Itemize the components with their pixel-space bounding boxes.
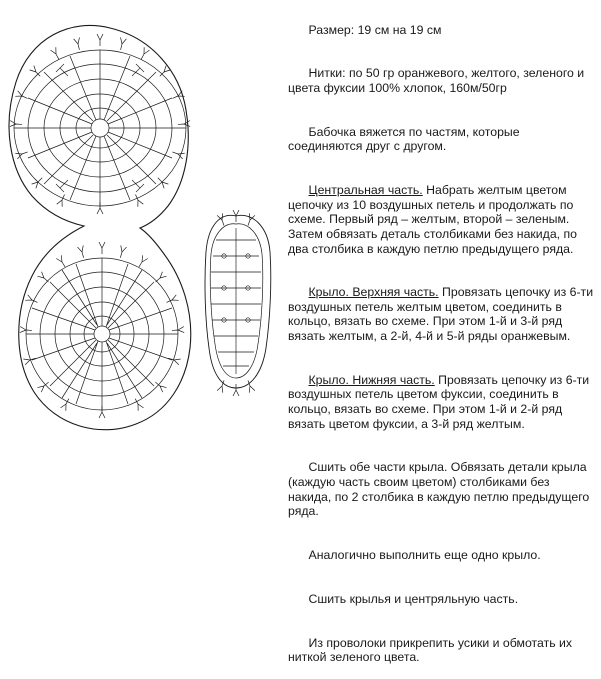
instruction-heading: Центральная часть. <box>308 183 423 198</box>
instruction-assembly <box>288 577 594 621</box>
body-center-stitches <box>211 210 261 396</box>
instruction-text: Провязать цепочку из 6-ти воздушных петель цветом фуксии, соединить в кольцо, вязать во схеме. При этом 1-й и 2-й ряд вязать цветом фуксии, а 3-й ряд желтым. <box>288 372 593 431</box>
instruction-central <box>288 169 594 271</box>
instruction-text: Из проволоки прикрепить усики и обмотать их ниткой зеленого цвета. <box>288 635 576 665</box>
instruction-text: Провязать цепочку из 6-ти воздушных петель желтым цветом, соединить в кольцо, вязать во схеме. При этом 1-й и 3-й ряд вязать желтым, а 2-й, 4-й и 5-й ряды оранжевым. <box>288 285 597 344</box>
instruction-intro <box>288 110 594 168</box>
instruction-wing-bottom <box>288 358 594 446</box>
instructions-panel <box>288 8 597 665</box>
instruction-text: Сшить крылья и центряльную часть. <box>308 591 519 606</box>
instruction-heading: Крыло. Нижняя часть. <box>308 372 435 387</box>
instruction-wing-top <box>288 271 597 359</box>
instruction-text: Бабочка вяжется по частям, которые соединяются друг с другом. <box>288 124 524 154</box>
instruction-heading: Крыло. Верхняя часть. <box>308 285 439 300</box>
instruction-yarn <box>288 52 594 110</box>
instruction-text: Аналогично выполнить еще одно крыло. <box>308 547 541 562</box>
instruction-second-wing <box>288 533 594 577</box>
instruction-join-wings <box>288 446 594 534</box>
crochet-chart-svg <box>0 0 290 452</box>
instruction-antennae <box>288 621 594 679</box>
instruction-text: Нитки: по 50 гр оранжевого, желтого, зеленого и цвета фуксии 100% хлопок, 160м/50гр <box>288 66 588 95</box>
body-center-chart <box>205 215 271 388</box>
instruction-text: Набрать желтым цветом цепочку из 10 воздушных петель и продолжать по схеме. Первый ряд – желтым, второй – зеленым. Затем обвязать деталь столбиками без накида, по два столбика в каждую петлю предыдущего ряда. <box>288 183 581 256</box>
instruction-text: Сшить обе части крыла. Обвязать детали крыла (каждую часть своим цветом) столбиками без накида, по 2 столбика в каждую петлю предыдущего ряда. <box>288 460 593 519</box>
instruction-size <box>288 8 594 52</box>
instruction-text: Размер: 19 см на 19 см <box>308 22 442 37</box>
wing-lower-chart <box>20 242 184 418</box>
crochet-chart-diagram <box>0 0 290 452</box>
